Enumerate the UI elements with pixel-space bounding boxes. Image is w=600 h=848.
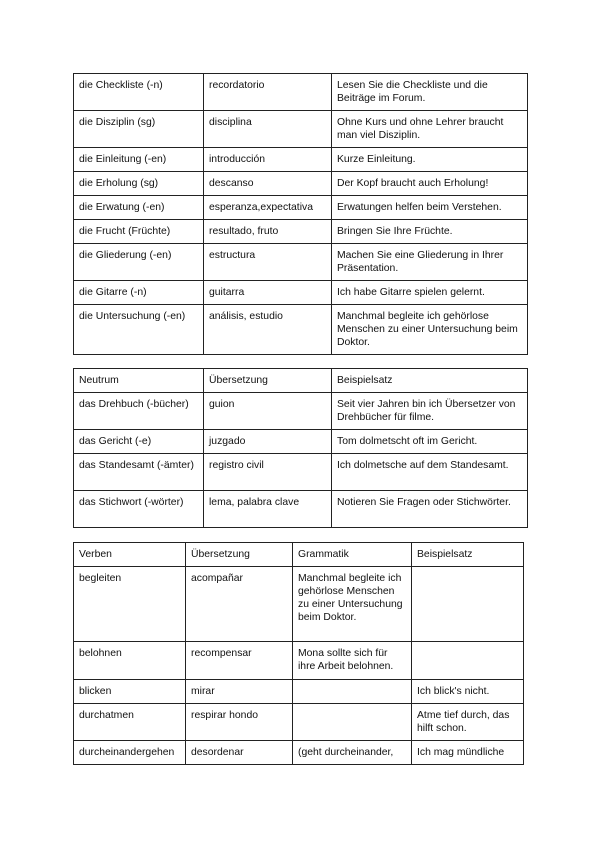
table-cell: das Drehbuch (-bücher) <box>74 393 204 430</box>
table-cell: Bringen Sie Ihre Früchte. <box>332 220 528 244</box>
table-cell: introducción <box>204 148 332 172</box>
table-cell: Manchmal begleite ich gehörlose Menschen zu einer Untersuchung beim Doktor. <box>293 567 412 642</box>
column-header: Übersetzung <box>186 543 293 567</box>
table-cell: Ich dolmetsche auf dem Standesamt. <box>332 454 528 491</box>
column-header: Übersetzung <box>204 369 332 393</box>
table-cell: Ich habe Gitarre spielen gelernt. <box>332 281 528 305</box>
column-header: Beispielsatz <box>332 369 528 393</box>
neuter-nouns-table <box>73 368 528 528</box>
table-cell: esperanza,expectativa <box>204 196 332 220</box>
table-cell: Ich blick's nicht. <box>412 680 524 704</box>
table-cell: Kurze Einleitung. <box>332 148 528 172</box>
table-row <box>74 111 528 148</box>
table-cell: die Disziplin (sg) <box>74 111 204 148</box>
table-cell: lema, palabra clave <box>204 491 332 528</box>
table-row <box>74 741 524 765</box>
table-cell: Erwatungen helfen beim Verstehen. <box>332 196 528 220</box>
table-cell: disciplina <box>204 111 332 148</box>
table-cell: Seit vier Jahren bin ich Übersetzer von Drehbücher für filme. <box>332 393 528 430</box>
table-cell: Ich mag mündliche <box>412 741 524 765</box>
table-row <box>74 680 524 704</box>
table-row <box>74 305 528 355</box>
table-cell: guion <box>204 393 332 430</box>
table-row <box>74 281 528 305</box>
table-cell: die Checkliste (-n) <box>74 74 204 111</box>
table-cell: die Untersuchung (-en) <box>74 305 204 355</box>
table-cell: Lesen Sie die Checkliste und die Beiträge im Forum. <box>332 74 528 111</box>
feminine-nouns-table <box>73 73 528 355</box>
table-cell: Mona sollte sich für ihre Arbeit belohnen. <box>293 642 412 680</box>
table-cell <box>293 680 412 704</box>
table-cell: Notieren Sie Fragen oder Stichwörter. <box>332 491 528 528</box>
table-cell: recordatorio <box>204 74 332 111</box>
table-cell: acompañar <box>186 567 293 642</box>
table-cell: desordenar <box>186 741 293 765</box>
table-row <box>74 454 528 491</box>
column-header: Neutrum <box>74 369 204 393</box>
table-cell: análisis, estudio <box>204 305 332 355</box>
column-header: Grammatik <box>293 543 412 567</box>
table-row <box>74 491 528 528</box>
table-row <box>74 220 528 244</box>
table-cell: die Frucht (Früchte) <box>74 220 204 244</box>
table-cell: das Standesamt (-ämter) <box>74 454 204 491</box>
table-cell: (geht durcheinander, <box>293 741 412 765</box>
table-cell: Machen Sie eine Gliederung in Ihrer Präsentation. <box>332 244 528 281</box>
table-cell <box>293 704 412 741</box>
table-cell: die Erholung (sg) <box>74 172 204 196</box>
table-row <box>74 148 528 172</box>
table-cell: Tom dolmetscht oft im Gericht. <box>332 430 528 454</box>
table-cell: registro civil <box>204 454 332 491</box>
table-row <box>74 393 528 430</box>
table-cell: Der Kopf braucht auch Erholung! <box>332 172 528 196</box>
table-cell: Atme tief durch, das hilft schon. <box>412 704 524 741</box>
column-header: Verben <box>74 543 186 567</box>
table-cell: mirar <box>186 680 293 704</box>
table-cell: die Erwatung (-en) <box>74 196 204 220</box>
table-cell: blicken <box>74 680 186 704</box>
table-row <box>74 74 528 111</box>
table-row <box>74 567 524 642</box>
table-cell: Ohne Kurs und ohne Lehrer braucht man viel Disziplin. <box>332 111 528 148</box>
table-row <box>74 196 528 220</box>
table-row <box>74 642 524 680</box>
table-cell: guitarra <box>204 281 332 305</box>
verbs-table <box>73 542 524 765</box>
table-cell: begleiten <box>74 567 186 642</box>
table-cell: das Gericht (-e) <box>74 430 204 454</box>
table-row <box>74 172 528 196</box>
table-cell: die Einleitung (-en) <box>74 148 204 172</box>
column-header: Beispielsatz <box>412 543 524 567</box>
table-row <box>74 244 528 281</box>
table-cell: juzgado <box>204 430 332 454</box>
table-header-row <box>74 369 528 393</box>
table-header-row <box>74 543 524 567</box>
table-cell: das Stichwort (-wörter) <box>74 491 204 528</box>
table-cell: Manchmal begleite ich gehörlose Menschen zu einer Untersuchung beim Doktor. <box>332 305 528 355</box>
table-cell: die Gitarre (-n) <box>74 281 204 305</box>
table-row <box>74 704 524 741</box>
table-cell: estructura <box>204 244 332 281</box>
table-cell: durcheinandergehen <box>74 741 186 765</box>
table-cell: respirar hondo <box>186 704 293 741</box>
table-cell: resultado, fruto <box>204 220 332 244</box>
table-cell <box>412 642 524 680</box>
table-cell: recompensar <box>186 642 293 680</box>
table-cell: descanso <box>204 172 332 196</box>
table-cell <box>412 567 524 642</box>
table-cell: belohnen <box>74 642 186 680</box>
table-row <box>74 430 528 454</box>
table-cell: durchatmen <box>74 704 186 741</box>
table-cell: die Gliederung (-en) <box>74 244 204 281</box>
